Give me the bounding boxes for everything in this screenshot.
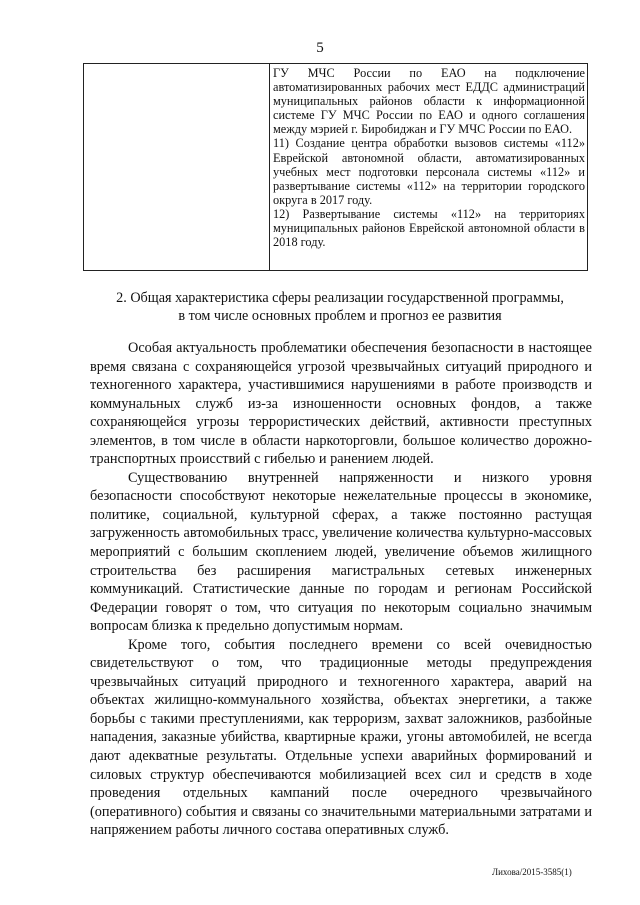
document-code: Лихова/2015-3585(1) (492, 867, 572, 877)
table-paragraph: 11) Создание центра обработки вызовов системы «112» Еврейской автономной области, автоматизированных учебных мест подготовки персонала системы «112» и развертывание системы «112» на территории городского округа в 2017 году. (273, 136, 585, 207)
table-left-cell (84, 64, 270, 270)
body-paragraph: Особая актуальность проблематики обеспечения безопасности в настоящее время связана с сохраняющейся угрозой чрезвычайных ситуаций природного и техногенного характера, участившимися нарушениями в работе производств и коммунальных служб из-за изношенности основных фондов, а также сохраняющейся угрозы террористических действий, активности преступных элементов, в том числе в области наркоторговли, большое количество дорожно-транспортных происствий с гибелью и ранением людей. (90, 340, 592, 468)
section-body (90, 339, 592, 840)
section-heading (95, 289, 585, 325)
section-heading-line: 2. Общая характеристика сферы реализации государственной программы, (116, 290, 564, 306)
table-paragraph: ГУ МЧС России по ЕАО на подключение автоматизированных рабочих мест ЕДДС администраций муниципальных районов области к информационной системе ГУ МЧС России по ЕАО и одного соглашения между мэрией г. Биробиджан и ГУ МЧС России по ЕАО. (273, 66, 585, 137)
table-right-cell (273, 66, 585, 249)
section-heading-line: в том числе основных проблем и прогноз ее развития (178, 308, 502, 324)
continuation-table (83, 63, 588, 271)
page-number: 5 (316, 40, 324, 56)
body-paragraph: Существованию внутренней напряженности и низкого уровня безопасности способствуют некоторые нежелательные процессы в экономике, политике, социальной, культурной сферах, а также постоянно растущая загруженность автомобильных трасс, увеличение количества культурно-массовых мероприятий с большим скоплением людей, увеличение объемов жилищного строительства без расширения магистральных сетевых инженерных коммуникаций. Статистические данные по городам и регионам Российской Федерации говорят о том, что ситуация по некоторым социально значимым вопросам близка к предельно допустимым нормам. (90, 469, 592, 635)
body-paragraph: Кроме того, события последнего времени со всей очевидностью свидетельствуют о том, что традиционные методы предупреждения чрезвычайных ситуаций природного и техногенного характера, аварий на объектах жилищно-коммунального хозяйства, объектах энергетики, а также борьбы с такими преступлениями, как терроризм, захват заложников, разбойные нападения, заказные убийства, квартирные кражи, угоны автомобилей, не всегда дают адекватные результаты. Отдельные успехи аварийных формирований и силовых структур обеспечиваются мобилизацией всех сил и средств в ходе проведения отдельных кампаний после очередного чрезвычайного (оперативного) события и связаны со значительными материальными затратами и напряжением работы личного состава оперативных служб. (90, 636, 592, 839)
table-paragraph: 12) Развертывание системы «112» на территориях муниципальных районов Еврейской автономной области в 2018 году. (273, 206, 585, 250)
